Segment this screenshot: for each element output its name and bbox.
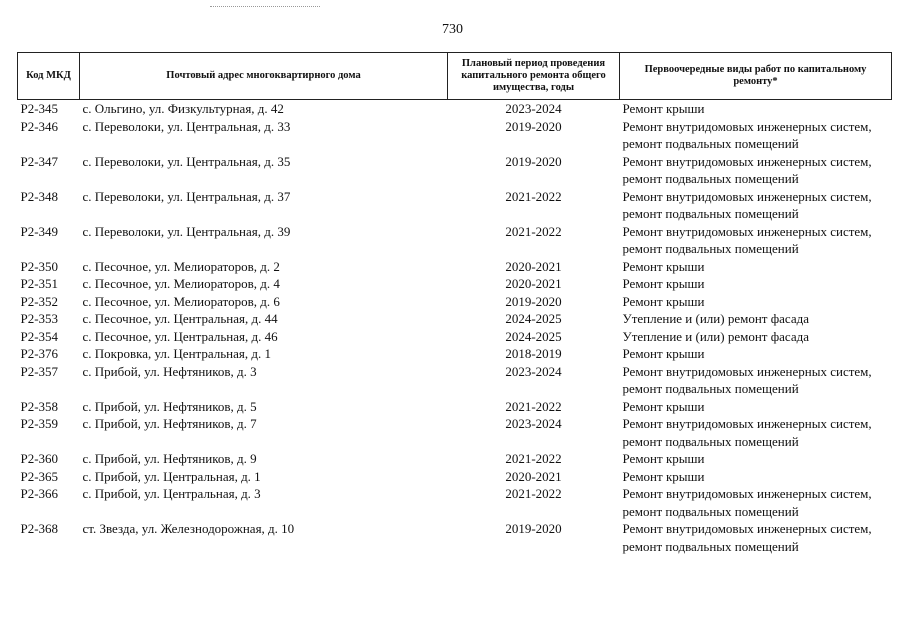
table-row: [18, 345, 892, 363]
works-line: Ремонт внутридомовых инженерных систем,: [622, 363, 872, 379]
page-number: 730: [442, 22, 463, 37]
row-period: 2019-2020: [505, 293, 562, 309]
row-code: Р2-357: [20, 363, 59, 379]
works-line: Ремонт внутридомовых инженерных систем,: [622, 416, 872, 431]
row-address: с. Песочное, ул. Мелиораторов, д. 6: [82, 293, 280, 309]
row-code: Р2-365: [20, 468, 59, 484]
works-line: Ремонт внутридомовых инженерных систем,: [622, 223, 872, 239]
row-address: с. Прибой, ул. Нефтяников, д. 9: [82, 451, 257, 466]
works-line: Утепление и (или) ремонт фасада: [622, 328, 809, 344]
row-works: [620, 100, 892, 118]
works-line: Ремонт внутридомовых инженерных систем,: [622, 118, 872, 134]
row-period: 2020-2021: [505, 258, 562, 274]
table-row: [18, 293, 892, 311]
works-line: Ремонт крыши: [622, 293, 705, 309]
row-address: с. Прибой, ул. Нефтяников, д. 7: [82, 416, 257, 431]
table-row: [18, 258, 892, 276]
row-address: с. Песочное, ул. Мелиораторов, д. 2: [82, 258, 280, 274]
table-row: [18, 223, 892, 258]
row-period: 2021-2022: [505, 451, 562, 466]
works-line: ремонт подвальных помещений: [622, 171, 799, 186]
row-address: с. Переволоки, ул. Центральная, д. 33: [82, 118, 291, 134]
row-address: с. Песочное, ул. Центральная, д. 46: [82, 328, 278, 344]
works-line: ремонт подвальных помещений: [622, 433, 799, 449]
row-works: [620, 398, 892, 416]
row-works: [620, 118, 892, 153]
row-works: [620, 275, 892, 293]
row-works: [620, 485, 892, 520]
row-period: 2023-2024: [505, 101, 562, 116]
row-code: Р2-366: [20, 486, 59, 501]
row-works: [620, 415, 892, 450]
row-address: с. Прибой, ул. Нефтяников, д. 5: [82, 398, 257, 414]
row-code: Р2-360: [20, 451, 59, 466]
row-works: [620, 363, 892, 398]
table-row: [18, 100, 892, 118]
row-period: 2021-2022: [505, 223, 562, 239]
row-address: с. Переволоки, ул. Центральная, д. 39: [82, 223, 291, 239]
row-address: с. Песочное, ул. Мелиораторов, д. 4: [82, 276, 280, 291]
table-row: [18, 450, 892, 468]
works-line: Утепление и (или) ремонт фасада: [622, 311, 809, 326]
row-code: Р2-346: [20, 118, 59, 134]
row-period: 2020-2021: [505, 468, 562, 484]
row-works: [620, 450, 892, 468]
works-line: Ремонт внутридомовых инженерных систем,: [622, 188, 872, 204]
row-period: 2021-2022: [505, 486, 562, 501]
row-works: [620, 328, 892, 346]
table-row: [18, 328, 892, 346]
row-period: 2023-2024: [505, 416, 562, 431]
row-code: Р2-353: [20, 311, 59, 326]
table-row: [18, 485, 892, 520]
row-works: [620, 223, 892, 258]
header-code: Код МКД: [18, 53, 80, 100]
row-address: с. Покровка, ул. Центральная, д. 1: [82, 346, 271, 361]
row-works: [620, 310, 892, 328]
table-header: [18, 53, 892, 100]
row-address: с. Прибой, ул. Нефтяников, д. 3: [82, 363, 257, 379]
row-code: Р2-376: [20, 346, 59, 361]
works-line: ремонт подвальных помещений: [622, 241, 799, 256]
works-line: ремонт подвальных помещений: [622, 206, 799, 221]
table-row: [18, 415, 892, 450]
top-rule: [210, 6, 320, 7]
capital-repair-table: [17, 52, 892, 555]
works-line: Ремонт крыши: [622, 346, 705, 361]
works-line: ремонт подвальных помещений: [622, 503, 799, 519]
table-row: [18, 118, 892, 153]
row-code: Р2-354: [20, 328, 59, 344]
works-line: ремонт подвальных помещений: [622, 136, 799, 151]
row-works: [620, 468, 892, 486]
works-line: Ремонт крыши: [622, 451, 705, 466]
row-works: [620, 258, 892, 276]
row-code: Р2-349: [20, 223, 59, 239]
row-works: [620, 345, 892, 363]
row-address: с. Прибой, ул. Центральная, д. 1: [82, 468, 261, 484]
row-address: с. Песочное, ул. Центральная, д. 44: [82, 311, 278, 326]
row-code: Р2-351: [20, 276, 59, 291]
row-code: Р2-352: [20, 293, 59, 309]
works-line: Ремонт крыши: [622, 258, 705, 274]
works-line: Ремонт крыши: [622, 101, 705, 116]
row-code: Р2-359: [20, 416, 59, 431]
row-code: Р2-348: [20, 188, 59, 204]
row-code: Р2-345: [20, 101, 59, 116]
header-works: Первоочередные виды работ по капитальному ремонту*: [620, 53, 892, 100]
table-row: [18, 188, 892, 223]
table-row: [18, 520, 892, 555]
works-line: ремонт подвальных помещений: [622, 381, 799, 396]
row-period: 2021-2022: [505, 398, 562, 414]
row-period: 2023-2024: [505, 363, 562, 379]
table-row: [18, 310, 892, 328]
works-line: Ремонт крыши: [622, 276, 705, 291]
table-row: [18, 363, 892, 398]
row-code: Р2-347: [20, 153, 59, 169]
table-row: [18, 398, 892, 416]
row-address: с. Переволоки, ул. Центральная, д. 35: [82, 153, 291, 169]
table-row: [18, 468, 892, 486]
row-period: 2019-2020: [505, 153, 562, 169]
row-period: 2024-2025: [505, 311, 562, 326]
row-period: 2019-2020: [505, 521, 562, 536]
row-address: с. Переволоки, ул. Центральная, д. 37: [82, 188, 291, 204]
row-period: 2019-2020: [505, 118, 562, 134]
row-period: 2018-2019: [505, 346, 562, 361]
row-works: [620, 153, 892, 188]
table-row: [18, 153, 892, 188]
row-code: Р2-358: [20, 398, 59, 414]
row-code: Р2-368: [20, 521, 59, 536]
row-code: Р2-350: [20, 258, 59, 274]
works-line: Ремонт внутридомовых инженерных систем,: [622, 486, 872, 501]
works-line: Ремонт крыши: [622, 398, 705, 414]
row-address: с. Ольгино, ул. Физкультурная, д. 42: [82, 101, 284, 116]
row-period: 2024-2025: [505, 328, 562, 344]
row-works: [620, 293, 892, 311]
row-works: [620, 188, 892, 223]
row-period: 2021-2022: [505, 188, 562, 204]
header-address: Почтовый адрес многоквартирного дома: [80, 53, 448, 100]
table-body: [18, 100, 892, 556]
works-line: ремонт подвальных помещений: [622, 538, 799, 554]
works-line: Ремонт крыши: [622, 468, 705, 484]
works-line: Ремонт внутридомовых инженерных систем,: [622, 521, 872, 536]
row-address: ст. Звезда, ул. Железнодорожная, д. 10: [82, 521, 295, 536]
header-period: Плановый период проведения капитального ремонта общего имущества, годы: [448, 53, 620, 100]
works-line: Ремонт внутридомовых инженерных систем,: [622, 153, 872, 169]
table-row: [18, 275, 892, 293]
row-works: [620, 520, 892, 555]
row-period: 2020-2021: [505, 276, 562, 291]
row-address: с. Прибой, ул. Центральная, д. 3: [82, 486, 261, 501]
